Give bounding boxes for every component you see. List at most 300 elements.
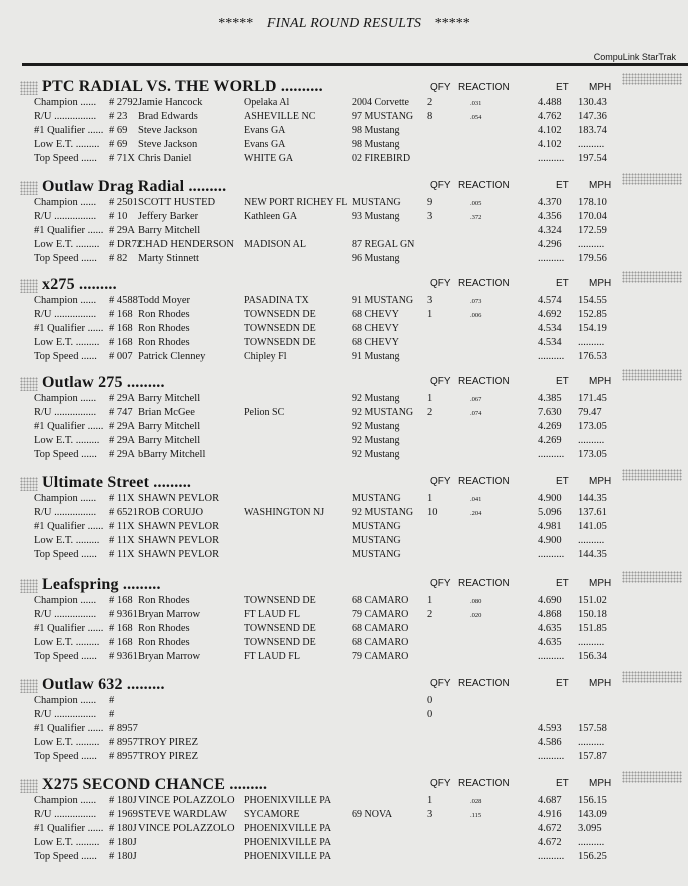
qualify-position: 1 — [427, 309, 433, 320]
driver-name: bBarry Mitchell — [138, 449, 206, 460]
result-row-top-speed — [0, 751, 688, 765]
car-model: 92 Mustang — [352, 393, 400, 404]
class-title: Ultimate Street ......... — [42, 474, 192, 491]
speed-mph: 144.35 — [578, 493, 607, 504]
car-number: # 11X — [109, 549, 135, 560]
car-number: # 8957 — [109, 737, 138, 748]
label: Champion ...... — [34, 795, 97, 806]
driver-name: TROY PIREZ — [138, 751, 198, 762]
speed-mph: 143.09 — [578, 809, 607, 820]
elapsed-time: 4.690 — [538, 595, 562, 606]
label: Low E.T. ......... — [34, 837, 100, 848]
driver-name: VINCE POLAZZOLO — [138, 795, 235, 806]
car-model: 68 CHEVY — [352, 337, 399, 348]
elapsed-time: 4.102 — [538, 125, 562, 136]
label: R/U ................ — [34, 111, 97, 122]
speed-mph: 179.56 — [578, 253, 607, 264]
driver-name: CHAD HENDERSON — [138, 239, 234, 250]
car-model: MUSTANG — [352, 197, 401, 208]
label: Top Speed ...... — [34, 549, 97, 560]
column-header-mph: MPH — [589, 376, 612, 387]
label: Champion ...... — [34, 595, 97, 606]
halftone-pattern — [622, 571, 682, 583]
reaction-time: .054 — [470, 114, 482, 121]
label: Low E.T. ......... — [34, 337, 100, 348]
halftone-bullet-icon — [20, 81, 38, 95]
result-row-top-speed — [0, 253, 688, 267]
car-model: 92 MUSTANG — [352, 407, 414, 418]
hometown: Pelion SC — [244, 407, 285, 418]
reaction-time: .115 — [470, 812, 482, 819]
halftone-pattern — [622, 173, 682, 185]
result-row-top-speed — [0, 651, 688, 665]
driver-name: Marty Stinnett — [138, 253, 199, 264]
elapsed-time: 4.385 — [538, 393, 562, 404]
car-number: # 11X — [109, 493, 135, 504]
car-model: 79 CAMARO — [352, 609, 409, 620]
car-number: # 180J — [109, 823, 137, 834]
car-number: # 9361 — [109, 609, 138, 620]
driver-name: Jamie Hancock — [138, 97, 203, 108]
car-number: # DR72 — [109, 239, 142, 250]
driver-name: Barry Mitchell — [138, 421, 201, 432]
column-header-qfy: QFY — [430, 678, 451, 689]
car-number: # 168 — [109, 623, 133, 634]
brand-label: CompuLink StarTrak — [593, 52, 676, 62]
elapsed-time: .......... — [538, 549, 565, 560]
car-number: # 180J — [109, 851, 137, 862]
car-model: 68 CHEVY — [352, 323, 399, 334]
column-header-qfy: QFY — [430, 278, 451, 289]
hometown: WHITE GA — [244, 153, 294, 164]
driver-name: Todd Moyer — [138, 295, 191, 306]
hometown: Evans GA — [244, 139, 286, 150]
result-row-low-et — [0, 637, 688, 651]
result-row-champion — [0, 795, 688, 809]
speed-mph: 150.18 — [578, 609, 607, 620]
car-number: # 11X — [109, 521, 135, 532]
car-model: 91 Mustang — [352, 351, 400, 362]
qualify-position: 2 — [427, 609, 433, 620]
result-row-runner-up — [0, 111, 688, 125]
column-header-reaction: REACTION — [458, 476, 510, 487]
speed-mph: .......... — [578, 337, 605, 348]
label: Top Speed ...... — [34, 651, 97, 662]
car-number: # 29A — [109, 449, 135, 460]
elapsed-time: .......... — [538, 253, 565, 264]
halftone-pattern — [622, 369, 682, 381]
car-number: # 29A — [109, 393, 135, 404]
reaction-time: .020 — [470, 612, 482, 619]
car-number: # 71X — [109, 153, 135, 164]
elapsed-time: 4.762 — [538, 111, 562, 122]
halftone-bullet-icon — [20, 679, 38, 693]
car-model: 87 REGAL GN — [352, 239, 415, 250]
result-row-number-one-qualifier — [0, 421, 688, 435]
speed-mph: 156.25 — [578, 851, 607, 862]
car-model: 2004 Corvette — [352, 97, 409, 108]
elapsed-time: 4.102 — [538, 139, 562, 150]
label: #1 Qualifier ...... — [34, 521, 104, 532]
column-header-et: ET — [556, 578, 569, 589]
car-number: # — [109, 695, 115, 706]
car-number: # 11X — [109, 535, 135, 546]
column-header-et: ET — [556, 778, 569, 789]
car-number: # 007 — [109, 351, 133, 362]
car-model: 69 NOVA — [352, 809, 393, 820]
car-model: 93 Mustang — [352, 211, 400, 222]
qualify-position: 10 — [427, 507, 438, 518]
car-number: # 10 — [109, 211, 128, 222]
elapsed-time: 4.574 — [538, 295, 562, 306]
car-model: 68 CAMARO — [352, 623, 409, 634]
elapsed-time: 4.900 — [538, 535, 562, 546]
halftone-bullet-icon — [20, 477, 38, 491]
speed-mph: .......... — [578, 737, 605, 748]
driver-name: Ron Rhodes — [138, 595, 190, 606]
result-row-champion — [0, 97, 688, 111]
car-model: 98 Mustang — [352, 139, 400, 150]
class-title: X275 SECOND CHANCE ......... — [42, 776, 268, 793]
hometown: MADISON AL — [244, 239, 306, 250]
speed-mph: 156.34 — [578, 651, 607, 662]
column-header-qfy: QFY — [430, 82, 451, 93]
halftone-pattern — [622, 271, 682, 283]
elapsed-time: .......... — [538, 651, 565, 662]
car-number: # 1969 — [109, 809, 138, 820]
car-number: # 9361 — [109, 651, 138, 662]
result-row-runner-up — [0, 809, 688, 823]
hometown: NEW PORT RICHEY FL — [244, 197, 348, 208]
car-model: 02 FIREBIRD — [352, 153, 411, 164]
elapsed-time: .......... — [538, 351, 565, 362]
class-title: x275 ......... — [42, 276, 117, 293]
hometown: PASADINA TX — [244, 295, 309, 306]
hometown: TOWNSEND DE — [244, 637, 316, 648]
reaction-time: .041 — [470, 496, 482, 503]
elapsed-time: 4.900 — [538, 493, 562, 504]
label: R/U ................ — [34, 809, 97, 820]
car-model: 79 CAMARO — [352, 651, 409, 662]
label: #1 Qualifier ...... — [34, 323, 104, 334]
driver-name: Ron Rhodes — [138, 309, 190, 320]
speed-mph: .......... — [578, 637, 605, 648]
hometown: PHOENIXVILLE PA — [244, 837, 332, 848]
speed-mph: .......... — [578, 239, 605, 250]
car-model: 97 MUSTANG — [352, 111, 414, 122]
driver-name: Steve Jackson — [138, 125, 198, 136]
result-row-number-one-qualifier — [0, 823, 688, 837]
result-row-number-one-qualifier — [0, 125, 688, 139]
label: Champion ...... — [34, 97, 97, 108]
column-header-qfy: QFY — [430, 376, 451, 387]
label: Top Speed ...... — [34, 253, 97, 264]
elapsed-time: .......... — [538, 449, 565, 460]
car-model: 92 MUSTANG — [352, 507, 414, 518]
speed-mph: 157.58 — [578, 723, 607, 734]
label: Top Speed ...... — [34, 449, 97, 460]
elapsed-time: 4.356 — [538, 211, 562, 222]
driver-name: Brad Edwards — [138, 111, 198, 122]
car-number: # 747 — [109, 407, 133, 418]
hometown: Evans GA — [244, 125, 286, 136]
car-model: MUSTANG — [352, 521, 401, 532]
result-row-runner-up — [0, 211, 688, 225]
car-model: 91 MUSTANG — [352, 295, 414, 306]
hometown: ASHEVILLE NC — [244, 111, 316, 122]
result-row-champion — [0, 493, 688, 507]
page-header — [0, 16, 688, 32]
column-header-et: ET — [556, 376, 569, 387]
class-title: Outlaw 632 ......... — [42, 676, 165, 693]
result-row-champion — [0, 595, 688, 609]
driver-name: STEVE WARDLAW — [138, 809, 228, 820]
driver-name: Barry Mitchell — [138, 393, 201, 404]
label: Low E.T. ......... — [34, 139, 100, 150]
reaction-time: .028 — [470, 798, 482, 805]
driver-name: SHAWN PEVLOR — [138, 493, 220, 504]
elapsed-time: .......... — [538, 851, 565, 862]
car-model: 92 Mustang — [352, 449, 400, 460]
driver-name: Jeffery Barker — [138, 211, 199, 222]
reaction-time: .073 — [470, 298, 482, 305]
qualify-position: 8 — [427, 111, 433, 122]
result-row-low-et — [0, 837, 688, 851]
speed-mph: 171.45 — [578, 393, 607, 404]
result-row-top-speed — [0, 449, 688, 463]
driver-name: Barry Mitchell — [138, 435, 201, 446]
column-header-qfy: QFY — [430, 180, 451, 191]
car-model: 92 Mustang — [352, 421, 400, 432]
speed-mph: 79.47 — [578, 407, 602, 418]
driver-name: Brian McGee — [138, 407, 195, 418]
car-number: # 2501 — [109, 197, 138, 208]
driver-name: Steve Jackson — [138, 139, 198, 150]
qualify-position: 1 — [427, 795, 433, 806]
elapsed-time: 4.868 — [538, 609, 562, 620]
label: R/U ................ — [34, 507, 97, 518]
driver-name: Barry Mitchell — [138, 225, 201, 236]
speed-mph: 173.05 — [578, 421, 607, 432]
race-class-section — [0, 474, 688, 566]
car-number: # 23 — [109, 111, 128, 122]
speed-mph: 151.85 — [578, 623, 607, 634]
label: R/U ................ — [34, 309, 97, 320]
column-header-qfy: QFY — [430, 578, 451, 589]
elapsed-time: 4.692 — [538, 309, 562, 320]
class-title: Outlaw 275 ......... — [42, 374, 165, 391]
label: Low E.T. ......... — [34, 637, 100, 648]
label: Low E.T. ......... — [34, 737, 100, 748]
hometown: WASHINGTON NJ — [244, 507, 325, 518]
page-title: FINAL ROUND RESULTS — [266, 16, 422, 31]
car-model: MUSTANG — [352, 535, 401, 546]
label: R/U ................ — [34, 709, 97, 720]
speed-mph: 173.05 — [578, 449, 607, 460]
speed-mph: 3.095 — [578, 823, 602, 834]
column-header-reaction: REACTION — [458, 82, 510, 93]
driver-name: Patrick Clenney — [138, 351, 206, 362]
car-number: # 168 — [109, 595, 133, 606]
result-row-champion — [0, 393, 688, 407]
column-header-et: ET — [556, 82, 569, 93]
speed-mph: 144.35 — [578, 549, 607, 560]
speed-mph: .......... — [578, 837, 605, 848]
label: #1 Qualifier ...... — [34, 623, 104, 634]
driver-name: Ron Rhodes — [138, 323, 190, 334]
result-row-number-one-qualifier — [0, 521, 688, 535]
result-row-top-speed — [0, 153, 688, 167]
elapsed-time: 4.269 — [538, 421, 562, 432]
car-number: # 4588 — [109, 295, 138, 306]
class-title: PTC RADIAL VS. THE WORLD .......... — [42, 78, 323, 95]
speed-mph: 176.53 — [578, 351, 607, 362]
elapsed-time: 4.916 — [538, 809, 562, 820]
result-row-top-speed — [0, 549, 688, 563]
result-row-low-et — [0, 435, 688, 449]
car-number: # 29A — [109, 435, 135, 446]
speed-mph: 154.19 — [578, 323, 607, 334]
car-number: # — [109, 709, 115, 720]
column-header-et: ET — [556, 278, 569, 289]
label: Champion ...... — [34, 197, 97, 208]
column-header-mph: MPH — [589, 678, 612, 689]
car-number: # 69 — [109, 125, 128, 136]
halftone-pattern — [622, 771, 682, 783]
label: R/U ................ — [34, 407, 97, 418]
column-header-reaction: REACTION — [458, 376, 510, 387]
hometown: TOWNSEDN DE — [244, 309, 316, 320]
qualify-position: 0 — [427, 709, 433, 720]
reaction-time: .080 — [470, 598, 482, 605]
label: Champion ...... — [34, 393, 97, 404]
driver-name: Bryan Marrow — [138, 609, 201, 620]
label: Champion ...... — [34, 295, 97, 306]
label: Top Speed ...... — [34, 851, 97, 862]
qualify-position: 1 — [427, 393, 433, 404]
elapsed-time: 4.296 — [538, 239, 562, 250]
elapsed-time: 4.672 — [538, 837, 562, 848]
result-row-low-et — [0, 337, 688, 351]
hometown: FT LAUD FL — [244, 651, 300, 662]
elapsed-time: 4.586 — [538, 737, 562, 748]
speed-mph: .......... — [578, 435, 605, 446]
header-stars-left: ***** — [218, 16, 254, 31]
halftone-bullet-icon — [20, 377, 38, 391]
qualify-position: 0 — [427, 695, 433, 706]
driver-name: SHAWN PEVLOR — [138, 535, 220, 546]
halftone-bullet-icon — [20, 779, 38, 793]
hometown: TOWNSEND DE — [244, 595, 316, 606]
elapsed-time: .......... — [538, 751, 565, 762]
speed-mph: 157.87 — [578, 751, 607, 762]
elapsed-time: 4.534 — [538, 323, 562, 334]
header-stars-right: ***** — [434, 16, 470, 31]
label: Top Speed ...... — [34, 153, 97, 164]
elapsed-time: 4.324 — [538, 225, 562, 236]
elapsed-time: .......... — [538, 153, 565, 164]
result-row-number-one-qualifier — [0, 623, 688, 637]
car-model: 98 Mustang — [352, 125, 400, 136]
result-row-number-one-qualifier — [0, 723, 688, 737]
result-row-runner-up — [0, 609, 688, 623]
label: R/U ................ — [34, 211, 97, 222]
hometown: PHOENIXVILLE PA — [244, 851, 332, 862]
driver-name: VINCE POLAZZOLO — [138, 823, 235, 834]
label: Low E.T. ......... — [34, 239, 100, 250]
label: Low E.T. ......... — [34, 435, 100, 446]
speed-mph: 183.74 — [578, 125, 607, 136]
reaction-time: .074 — [470, 410, 482, 417]
result-row-runner-up — [0, 709, 688, 723]
speed-mph: 152.85 — [578, 309, 607, 320]
label: #1 Qualifier ...... — [34, 125, 104, 136]
elapsed-time: 4.635 — [538, 637, 562, 648]
qualify-position: 9 — [427, 197, 433, 208]
car-number: # 8957 — [109, 723, 138, 734]
elapsed-time: 4.687 — [538, 795, 562, 806]
result-row-low-et — [0, 139, 688, 153]
car-number: # 168 — [109, 637, 133, 648]
column-header-et: ET — [556, 180, 569, 191]
qualify-position: 3 — [427, 211, 433, 222]
qualify-position: 2 — [427, 97, 433, 108]
car-number: # 180J — [109, 795, 137, 806]
race-class-section — [0, 676, 688, 768]
race-class-section — [0, 276, 688, 368]
result-row-low-et — [0, 737, 688, 751]
qualify-position: 3 — [427, 809, 433, 820]
label: Low E.T. ......... — [34, 535, 100, 546]
car-number: # 69 — [109, 139, 128, 150]
hometown: PHOENIXVILLE PA — [244, 823, 332, 834]
reaction-time: .005 — [470, 200, 482, 207]
halftone-pattern — [622, 671, 682, 683]
result-row-number-one-qualifier — [0, 323, 688, 337]
qualify-position: 1 — [427, 595, 433, 606]
race-class-section — [0, 576, 688, 668]
label: Champion ...... — [34, 493, 97, 504]
column-header-reaction: REACTION — [458, 180, 510, 191]
driver-name: TROY PIREZ — [138, 737, 198, 748]
column-header-reaction: REACTION — [458, 578, 510, 589]
driver-name: Ron Rhodes — [138, 337, 190, 348]
result-row-low-et — [0, 239, 688, 253]
car-number: # 2792 — [109, 97, 138, 108]
column-header-mph: MPH — [589, 476, 612, 487]
driver-name: Chris Daniel — [138, 153, 192, 164]
column-header-reaction: REACTION — [458, 678, 510, 689]
elapsed-time: 5.096 — [538, 507, 562, 518]
speed-mph: 156.15 — [578, 795, 607, 806]
hometown: TOWNSEDN DE — [244, 323, 316, 334]
driver-name: Bryan Marrow — [138, 651, 201, 662]
halftone-bullet-icon — [20, 579, 38, 593]
result-row-top-speed — [0, 851, 688, 865]
elapsed-time: 4.672 — [538, 823, 562, 834]
car-model: 68 CAMARO — [352, 637, 409, 648]
column-header-et: ET — [556, 678, 569, 689]
elapsed-time: 4.635 — [538, 623, 562, 634]
speed-mph: 197.54 — [578, 153, 607, 164]
car-model: 92 Mustang — [352, 435, 400, 446]
car-number: # 168 — [109, 323, 133, 334]
car-model: MUSTANG — [352, 549, 401, 560]
result-row-top-speed — [0, 351, 688, 365]
column-header-mph: MPH — [589, 778, 612, 789]
speed-mph: 130.43 — [578, 97, 607, 108]
hometown: TOWNSEDN DE — [244, 337, 316, 348]
